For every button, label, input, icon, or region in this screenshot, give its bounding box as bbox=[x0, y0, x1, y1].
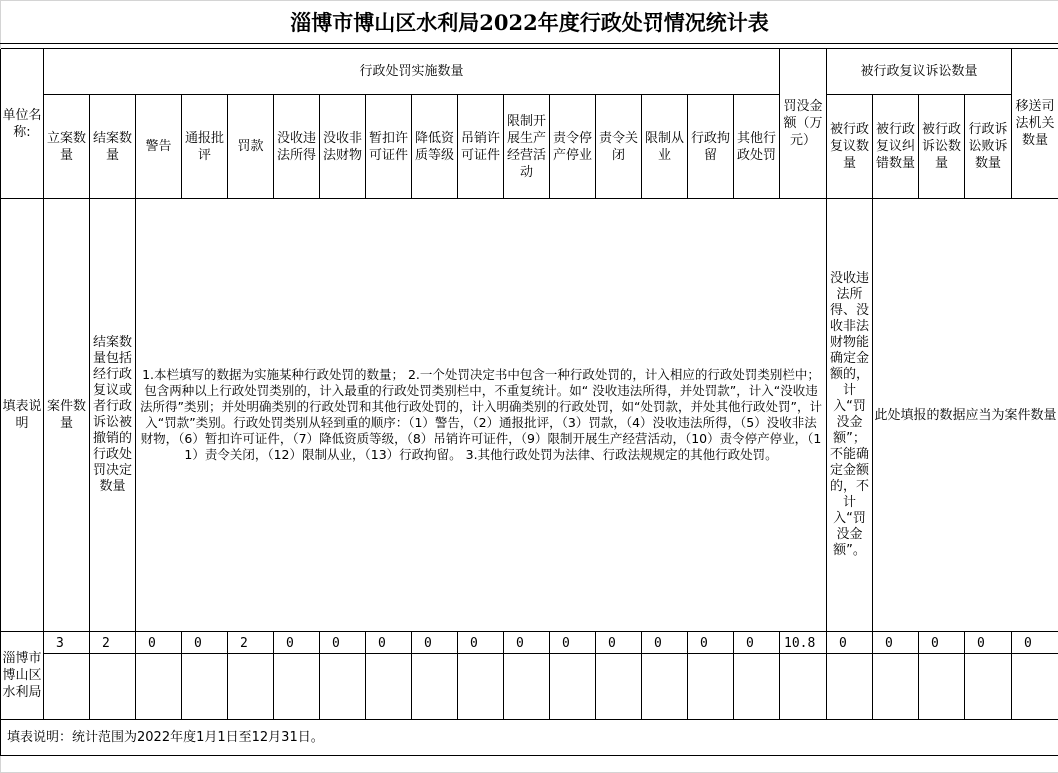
unit-name: 淄博市博山区水利局 bbox=[1, 632, 44, 720]
review-column-header: 被行政复议数量 bbox=[827, 95, 873, 199]
blank-cell bbox=[90, 654, 136, 720]
review-column-header: 行政诉讼败诉数量 bbox=[965, 95, 1012, 199]
blank-cell bbox=[734, 654, 780, 720]
value-cell: 3 bbox=[44, 632, 90, 654]
transfer-value-cell: 0 bbox=[1012, 632, 1058, 654]
unit-name-header: 单位名称: bbox=[1, 49, 44, 199]
blank-cell bbox=[550, 654, 596, 720]
blank-cell bbox=[596, 654, 642, 720]
blank-cell bbox=[412, 654, 458, 720]
blank-cell bbox=[320, 654, 366, 720]
blank-cell bbox=[873, 654, 919, 720]
value-cell: 0 bbox=[412, 632, 458, 654]
instructions-review: 此处填报的数据应当为案件数量 bbox=[873, 199, 1058, 632]
column-header: 警告 bbox=[136, 95, 182, 199]
transfer-header: 移送司法机关数量 bbox=[1012, 49, 1058, 199]
instructions-fine: 没收违法所得、没收非法财物能确定金额的，计入“罚没金额”；不能确定金额的，不计入“罚没金额”。 bbox=[827, 199, 873, 632]
column-header: 没收违法所得 bbox=[274, 95, 320, 199]
column-header: 罚款 bbox=[228, 95, 274, 199]
value-cell: 2 bbox=[228, 632, 274, 654]
blank-cell bbox=[274, 654, 320, 720]
value-cell: 0 bbox=[596, 632, 642, 654]
value-cell: 0 bbox=[136, 632, 182, 654]
value-cell: 0 bbox=[458, 632, 504, 654]
value-cell: 0 bbox=[550, 632, 596, 654]
column-header: 行政拘留 bbox=[688, 95, 734, 199]
column-header: 立案数量 bbox=[44, 95, 90, 199]
column-header: 结案数量 bbox=[90, 95, 136, 199]
fine-amount-header: 罚没金额（万元） bbox=[780, 49, 827, 199]
table-title: 淄博市博山区水利局2022年度行政处罚情况统计表 bbox=[1, 1, 1058, 44]
review-column-header: 被行政复议纠错数量 bbox=[873, 95, 919, 199]
column-header: 责令关闭 bbox=[596, 95, 642, 199]
column-header: 没收非法财物 bbox=[320, 95, 366, 199]
review-value-cell: 0 bbox=[965, 632, 1012, 654]
value-cell: 0 bbox=[504, 632, 550, 654]
blank-cell bbox=[44, 654, 90, 720]
blank-cell bbox=[504, 654, 550, 720]
value-cell: 0 bbox=[182, 632, 228, 654]
review-value-cell: 0 bbox=[919, 632, 965, 654]
blank-cell bbox=[688, 654, 734, 720]
column-header: 吊销许可证件 bbox=[458, 95, 504, 199]
blank-cell bbox=[827, 654, 873, 720]
column-header: 限制开展生产经营活动 bbox=[504, 95, 550, 199]
column-header: 其他行政处罚 bbox=[734, 95, 780, 199]
column-header: 限制从业 bbox=[642, 95, 688, 199]
review-column-header: 被行政诉讼数量 bbox=[919, 95, 965, 199]
blank-cell bbox=[780, 654, 827, 720]
blank-cell bbox=[182, 654, 228, 720]
blank-cell bbox=[458, 654, 504, 720]
review-group-header: 被行政复议诉讼数量 bbox=[827, 49, 1012, 95]
column-header: 暂扣许可证件 bbox=[366, 95, 412, 199]
blank-cell bbox=[965, 654, 1012, 720]
footer-note: 填表说明：统计范围为2022年度1月1日至12月31日。 bbox=[1, 720, 1058, 756]
fine-value-cell: 10.8 bbox=[780, 632, 827, 654]
blank-cell bbox=[642, 654, 688, 720]
enforcement-group-header: 行政处罚实施数量 bbox=[44, 49, 780, 95]
column-header: 降低资质等级 bbox=[412, 95, 458, 199]
blank-cell bbox=[136, 654, 182, 720]
review-value-cell: 0 bbox=[873, 632, 919, 654]
blank-cell bbox=[228, 654, 274, 720]
instructions-filing: 案件数量 bbox=[44, 199, 90, 632]
blank-cell bbox=[919, 654, 965, 720]
value-cell: 0 bbox=[366, 632, 412, 654]
value-cell: 2 bbox=[90, 632, 136, 654]
instructions-enforcement: 1.本栏填写的数据为实施某种行政处罚的数量； 2.一个处罚决定书中包含一种行政处罚的，计入相应的行政处罚类别栏中；包含两种以上行政处罚类别的，计入最重的行政处罚类别栏中，不重复统计。如“ 没收违法所得，并处罚款”，计入“没收违法所得”类别；并处明确类别的行政处罚和其他行政处罚的，计入明确类别的行政处罚，如“处罚款，并处其他行政处罚”，计入“罚款”类别。行政处罚类别从轻到重的顺序：（1）警告，（2）通报批评，（3）罚款，（4）没收违法所得，（5）没收非法财物，（6）暂扣许可证件，（7）降低资质等级，（8）吊销许可证件，（9）限制开展生产经营活动，（10）责令停产停业，（11）责令关闭，（12）限制从业，（13）行政拘留。 3.其他行政处罚为法律、行政法规规定的其他行政处罚。 bbox=[136, 199, 827, 632]
column-header: 责令停产停业 bbox=[550, 95, 596, 199]
review-value-cell: 0 bbox=[827, 632, 873, 654]
value-cell: 0 bbox=[734, 632, 780, 654]
value-cell: 0 bbox=[320, 632, 366, 654]
blank-cell bbox=[1012, 654, 1058, 720]
instructions-label: 填表说明 bbox=[1, 199, 44, 632]
value-cell: 0 bbox=[688, 632, 734, 654]
value-cell: 0 bbox=[274, 632, 320, 654]
instructions-closed: 结案数量包括经行政复议或者行政诉讼被撤销的行政处罚决定数量 bbox=[90, 199, 136, 632]
value-cell: 0 bbox=[642, 632, 688, 654]
sheet-tail bbox=[1, 756, 1058, 773]
column-header: 通报批评 bbox=[182, 95, 228, 199]
blank-cell bbox=[366, 654, 412, 720]
